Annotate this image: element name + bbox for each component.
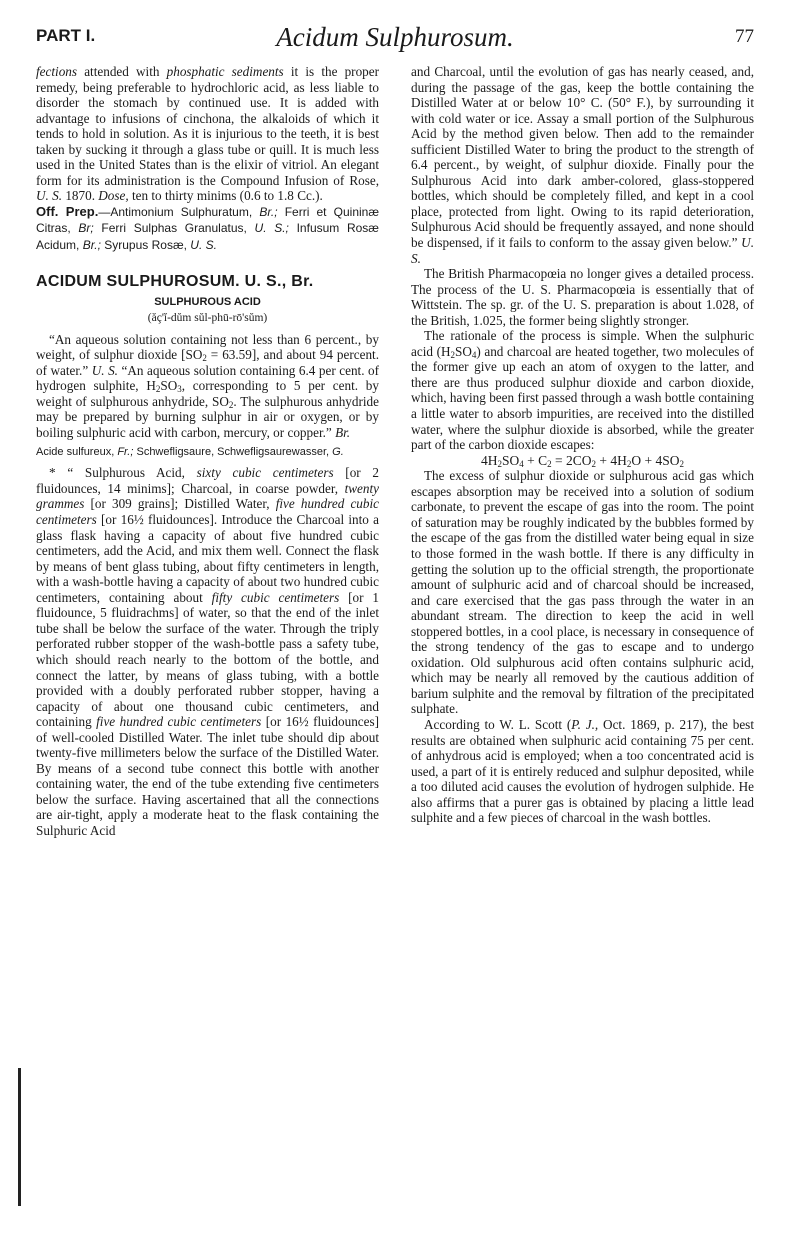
british-paragraph: The British Pharmacopœia no longer gives a detailed process. The process of the U. S. Pharmacopœia is essentially that of Wittstein. The sp. gr. of the U. S. preparation is about 1.028, of the British, 1.025, the former being slightly stronger. bbox=[411, 266, 754, 328]
official-preparations: Off. Prep.—Antimonium Sulphuratum, Br.; Ferri et Quininæ Citras, Br; Ferri Sulphas Granulatus, U. S.; Infusum Rosæ Acidum, Br.; Syrupus Rosæ, U. S. bbox=[36, 203, 379, 253]
synonyms: Acide sulfureux, Fr.; Schwefligsaure, Schwefligsaurewasser, G. bbox=[36, 446, 344, 459]
chemical-equation: $4H_2SO_4 + C_2 = 2CO_2 + 4H_2O + 4SO_2$ bbox=[480, 452, 684, 469]
page-number: 77 bbox=[735, 26, 754, 47]
entry-heading: ACIDUM SULPHUROSUM. U. S., Br. bbox=[36, 272, 314, 290]
page-title: Acidum Sulphurosum. bbox=[276, 22, 514, 52]
left-column bbox=[36, 64, 379, 839]
definition-paragraph: “An aqueous solution containing not less than 6 percent., by weight, of sulphur dioxide $[SO_2 = 63.59]$, and about 94 percent. of water.” U. S. “An aqueous solution containing 6.4 per cent. of hydrogen sulphite, $H_2SO_3$, corresponding to 5 per cent. by weight of sulphurous anhydride, $SO_2$. The sulphurous anhydride may be prepared by burning sulphur in air or oxygen, or by boiling sulphuric acid with carbon, mercury, or copper.” Br. bbox=[36, 331, 380, 440]
entry-subheading: SULPHUROUS ACID bbox=[154, 295, 261, 308]
intro-paragraph: fections attended with phosphatic sediments it is the proper remedy, being preferable to hydrochloric acid, as less liable to disorder the stomach by continued use. It is added with advantage to infusions of cinchona, the alkaloids of which it tends to hold in solution. As it is injurious to the teeth, it is best taken by sucking it through a glass tube or quill. It is much less used in the United States than is the elixir of vitriol. An elegant form for its administration is the Compound Infusion of Rose, U. S. 1870. Dose, ten to thirty minims (0.6 to 1.8 Cc.). bbox=[36, 64, 380, 204]
process-paragraph: * “ Sulphurous Acid, sixty cubic centimeters [or 2 fluidounces, 14 minims]; Charcoal, in coarse powder, twenty grammes [or 309 grains]; Distilled Water, five hundred cubic centimeters [or 16½ fluidounces]. Introduce the Charcoal into a glass flask having a capacity of about five hundred cubic centimeters, add the Acid, and mix them well. Connect the flask by means of bent glass tubing, about fifty centimeters in length, with a wash-bottle having a capacity of about two hundred cubic centimeters, containing about fifty cubic centimeters [or 1 fluidounce, 5 fluidrachms] of water, so that the end of the inlet tube shall be below the surface of the water. Through the triply perforated rubber stopper of the wash-bottle pass a safety tube, which should reach nearly to the bottom of the bottle, and connect the latter, by means of glass tubing, with a bottle provided with a doubly perforated rubber stopper, having a capacity of about one thousand cubic centimeters, and containing five hundred cubic centimeters [or 16½ fluidounces] of well-cooled Distilled Water. The inlet tube should dip about twenty-five millimeters below the surface of the Distilled Water. By means of a second tube connect this bottle with another containing water, the end of the tube extending five centimeters below the surface. Having ascertained that all the connections are air-tight, apply a moderate heat to the flask containing the Sulphuric Acid bbox=[36, 465, 380, 838]
scott-paragraph: According to W. L. Scott (P. J., Oct. 1869, p. 217), the best results are obtained when sulphuric acid containing 75 per cent. of anhydrous acid is employed; when a too concentrated acid is used, a part of it is entirely reduced and sulphur deposited, while a too diluted acid causes the evolution of hydrogen sulphide. He also affirms that a purer gas is obtained by placing a little lead sulphite and a few pieces of charcoal in the wash bottles. bbox=[411, 716, 754, 826]
margin-mark-bar bbox=[18, 1068, 21, 1206]
part-label: PART I. bbox=[36, 26, 96, 45]
process-continuation: and Charcoal, until the evolution of gas has nearly ceased, and, during the passage of the gas, keep the bottle containing the Distilled Water at or below 10° C. (50° F.), by surrounding it with cold water or ice. Assay a small portion of the Sulphurous Acid by the method given below. Then add to the remainder sufficient Distilled Water to bring the product to the strength of 6.4 percent., by weight, of sulphur dioxide. Finally pour the Sulphurous Acid into dark amber-colored, glass-stoppered bottles, which should be completely filled, and kept in a cool place, protected from light. Owing to its rapid deterioration, Sulphurous Acid should be frequently assayed, and none should be dispensed, if it fails to conform to the assay given below.” U. S. bbox=[411, 64, 754, 266]
excess-gas-paragraph: The excess of sulphur dioxide or sulphurous acid gas which escapes absorption may be received into a solution of sodium carbonate, to prevent the escape of gas into the room. The point of saturation may be roughly indicated by the bubbles formed by the escape of the gas from the distilled water being equal in size to those formed in the wash bottle. If there is any difficulty in getting the solution up to the official strength, the proportionate amount of sulphuric acid and of charcoal should be increased, and care exercised that the gas pass through the water in an abundant stream. The direction to keep the acid in well stoppered bottles, in a cool place, is necessary in consequence of the strong tendency of the gas to escape and to undergo oxidation. Old sulphurous acid often contains sulphuric acid, which may be nearly all removed by the cautious addition of barium sulphite and the removal by filtration of the precipitated sulphate. bbox=[411, 468, 754, 717]
pronunciation: (ăç'ĭ-dŭm sŭl-phū-rō'sŭm) bbox=[147, 311, 268, 324]
running-header bbox=[36, 22, 754, 52]
right-column bbox=[411, 64, 754, 826]
rationale-paragraph: The rationale of the process is simple. When the sulphuric acid $(H_2SO_4)$ and charcoal are heated together, two molecules of the former give up each an atom of oxygen to the latter, and there are thus produced sulphur dioxide and carbon dioxide, which, having been first passed through a wash bottle containing a little water to absorb impurities, are received into the distilled water, where the sulphur dioxide is absorbed, while the greater part of the carbon dioxide escapes: bbox=[411, 328, 754, 453]
